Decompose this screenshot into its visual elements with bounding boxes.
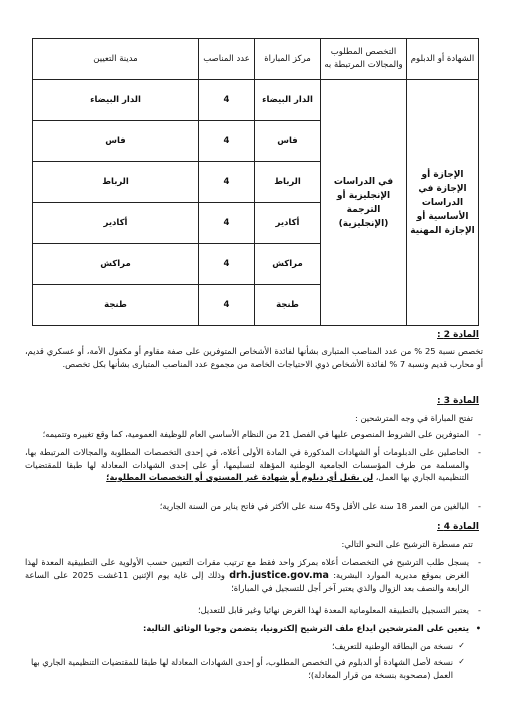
center-cell: فاس bbox=[255, 121, 321, 162]
required-doc-diploma: ✓ نسخة لأصل الشهادة أو الدبلوم في التخصص المطلوب، أو إحدى الشهادات المعادلة لها طبقا للمقتضيات التنظيمية الجاري بها العمل (مصحوبة بنسخة من قرار المعادلة)؛ bbox=[25, 656, 465, 681]
center-cell: الدار البيضاء bbox=[255, 80, 321, 121]
header-diploma: الشهادة أو الدبلوم bbox=[407, 39, 479, 80]
count-cell: 4 bbox=[199, 244, 255, 285]
article4-title: المادة 4 : bbox=[437, 522, 479, 532]
article3-intro: تفتح المباراة في وجه المترشحين : bbox=[355, 413, 473, 423]
center-cell: الرباط bbox=[255, 162, 321, 203]
center-cell: طنجة bbox=[255, 285, 321, 326]
count-cell: 4 bbox=[199, 285, 255, 326]
header-specialty: التخصص المطلوب والمجالات المرتبطة به bbox=[321, 39, 407, 80]
city-cell: أكادير bbox=[33, 203, 199, 244]
article2-text: تخصص نسبة 25 % من عدد المناصب المتبارى بشأنها لفائدة الأشخاص المتوفرين على صفة مقاوم أو مكفول الأمة، أو عسكري قديم، أو محارب قديم ونسبة 7 % لفائدة الأشخاص ذوي الاحتياجات الخاصة من مجموع عدد المناصب المتبارى بشأنها بكل تخصص. bbox=[25, 346, 484, 369]
article3-bullet-2-text: الحاصلين على الدبلومات أو الشهادات المذكورة في المادة الأولى أعلاه، في إحدى التخصصات المطلوبة والمجالات المرتبطة بها، والمسلمة من طرف المؤسسات الجامعية الوطنية المؤهلة لتسليمها، أو على إحدى الشهادات المعادلة لها طبقا للمقتضيات التنظيمية الجاري بها العمل، bbox=[25, 447, 469, 482]
center-cell: مراكش bbox=[255, 244, 321, 285]
header-center: مركز المباراة bbox=[255, 39, 321, 80]
article4-bullet-2: - يعتبر التسجيل بالتطبيقة المعلوماتية المعدة لهذا الغرض نهائيا وغير قابل للتعديل؛ bbox=[25, 604, 483, 617]
article3-bullet-2-emphasis: لن يقبل أي دبلوم أو شهادة غير المستوى أو التخصصات المطلوبة؛ bbox=[106, 472, 374, 482]
recruitment-table bbox=[32, 38, 479, 326]
count-cell: 4 bbox=[199, 121, 255, 162]
city-cell: مراكش bbox=[33, 244, 199, 285]
header-count: عدد المناصب bbox=[199, 39, 255, 80]
article4-bullet-1-text: يسجل طلب الترشيح في التخصصات أعلاه بمركز واحد فقط مع ترتيب مقرات التعيين حسب الأولوية على التطبيقية المعدة لهذا الغرض بموقع مديرية الموارد البشرية: bbox=[25, 557, 469, 580]
article4-bullet-1 bbox=[25, 556, 483, 595]
article4-bullet-1-deadline: وذلك إلى غاية يوم الإثنين 11غشت 2025 على الساعة الرابعة والنصف بعد الزوال والذي يعتبر آخر أجل للتسجيل في المباراة؛ bbox=[25, 569, 469, 593]
specialty-cell: في الدراسات الإنجليزية أو الترجمة (الإنجليزية) bbox=[321, 80, 407, 326]
city-cell: فاس bbox=[33, 121, 199, 162]
city-cell: طنجة bbox=[33, 285, 199, 326]
count-cell: 4 bbox=[199, 162, 255, 203]
diploma-cell: الإجازة أو الإجازة في الدراسات الأساسية أو الإجازة المهنية bbox=[407, 80, 479, 326]
count-cell: 4 bbox=[199, 203, 255, 244]
center-cell: أكادير bbox=[255, 203, 321, 244]
header-city: مدينة التعيين bbox=[33, 39, 199, 80]
article3-title: المادة 3 : bbox=[437, 396, 479, 406]
city-cell: الرباط bbox=[33, 162, 199, 203]
hr-website-link[interactable]: drh.justice.gov.ma bbox=[229, 569, 329, 581]
article3-bullet-1: - المتوفرين على الشروط المنصوص عليها في الفصل 21 من النظام الأساسي العام للوظيفة العمومية، كما وقع تغييره وتتميمه؛ bbox=[25, 428, 483, 441]
table-row bbox=[33, 80, 479, 121]
count-cell: 4 bbox=[199, 80, 255, 121]
article4-bullet-3: • يتعين على المترشحين ايداع ملف الترشيح إلكترونيا، يتضمن وجوبا الوثائق التالية: bbox=[25, 622, 483, 635]
article2-title: المادة 2 : bbox=[437, 330, 479, 340]
article3-bullet-3: - البالغين من العمر 18 سنة على الأقل و45 سنة على الأكثر في فاتح يناير من السنة الجارية؛ bbox=[25, 500, 483, 513]
article4-intro: تتم مسطرة الترشيح على النحو التالي: bbox=[341, 539, 473, 549]
required-doc-id-card: ✓ نسخة من البطاقة الوطنية للتعريف؛ bbox=[25, 640, 465, 653]
city-cell: الدار البيضاء bbox=[33, 80, 199, 121]
article3-bullet-2 bbox=[25, 446, 483, 484]
table-header-row bbox=[33, 39, 479, 80]
